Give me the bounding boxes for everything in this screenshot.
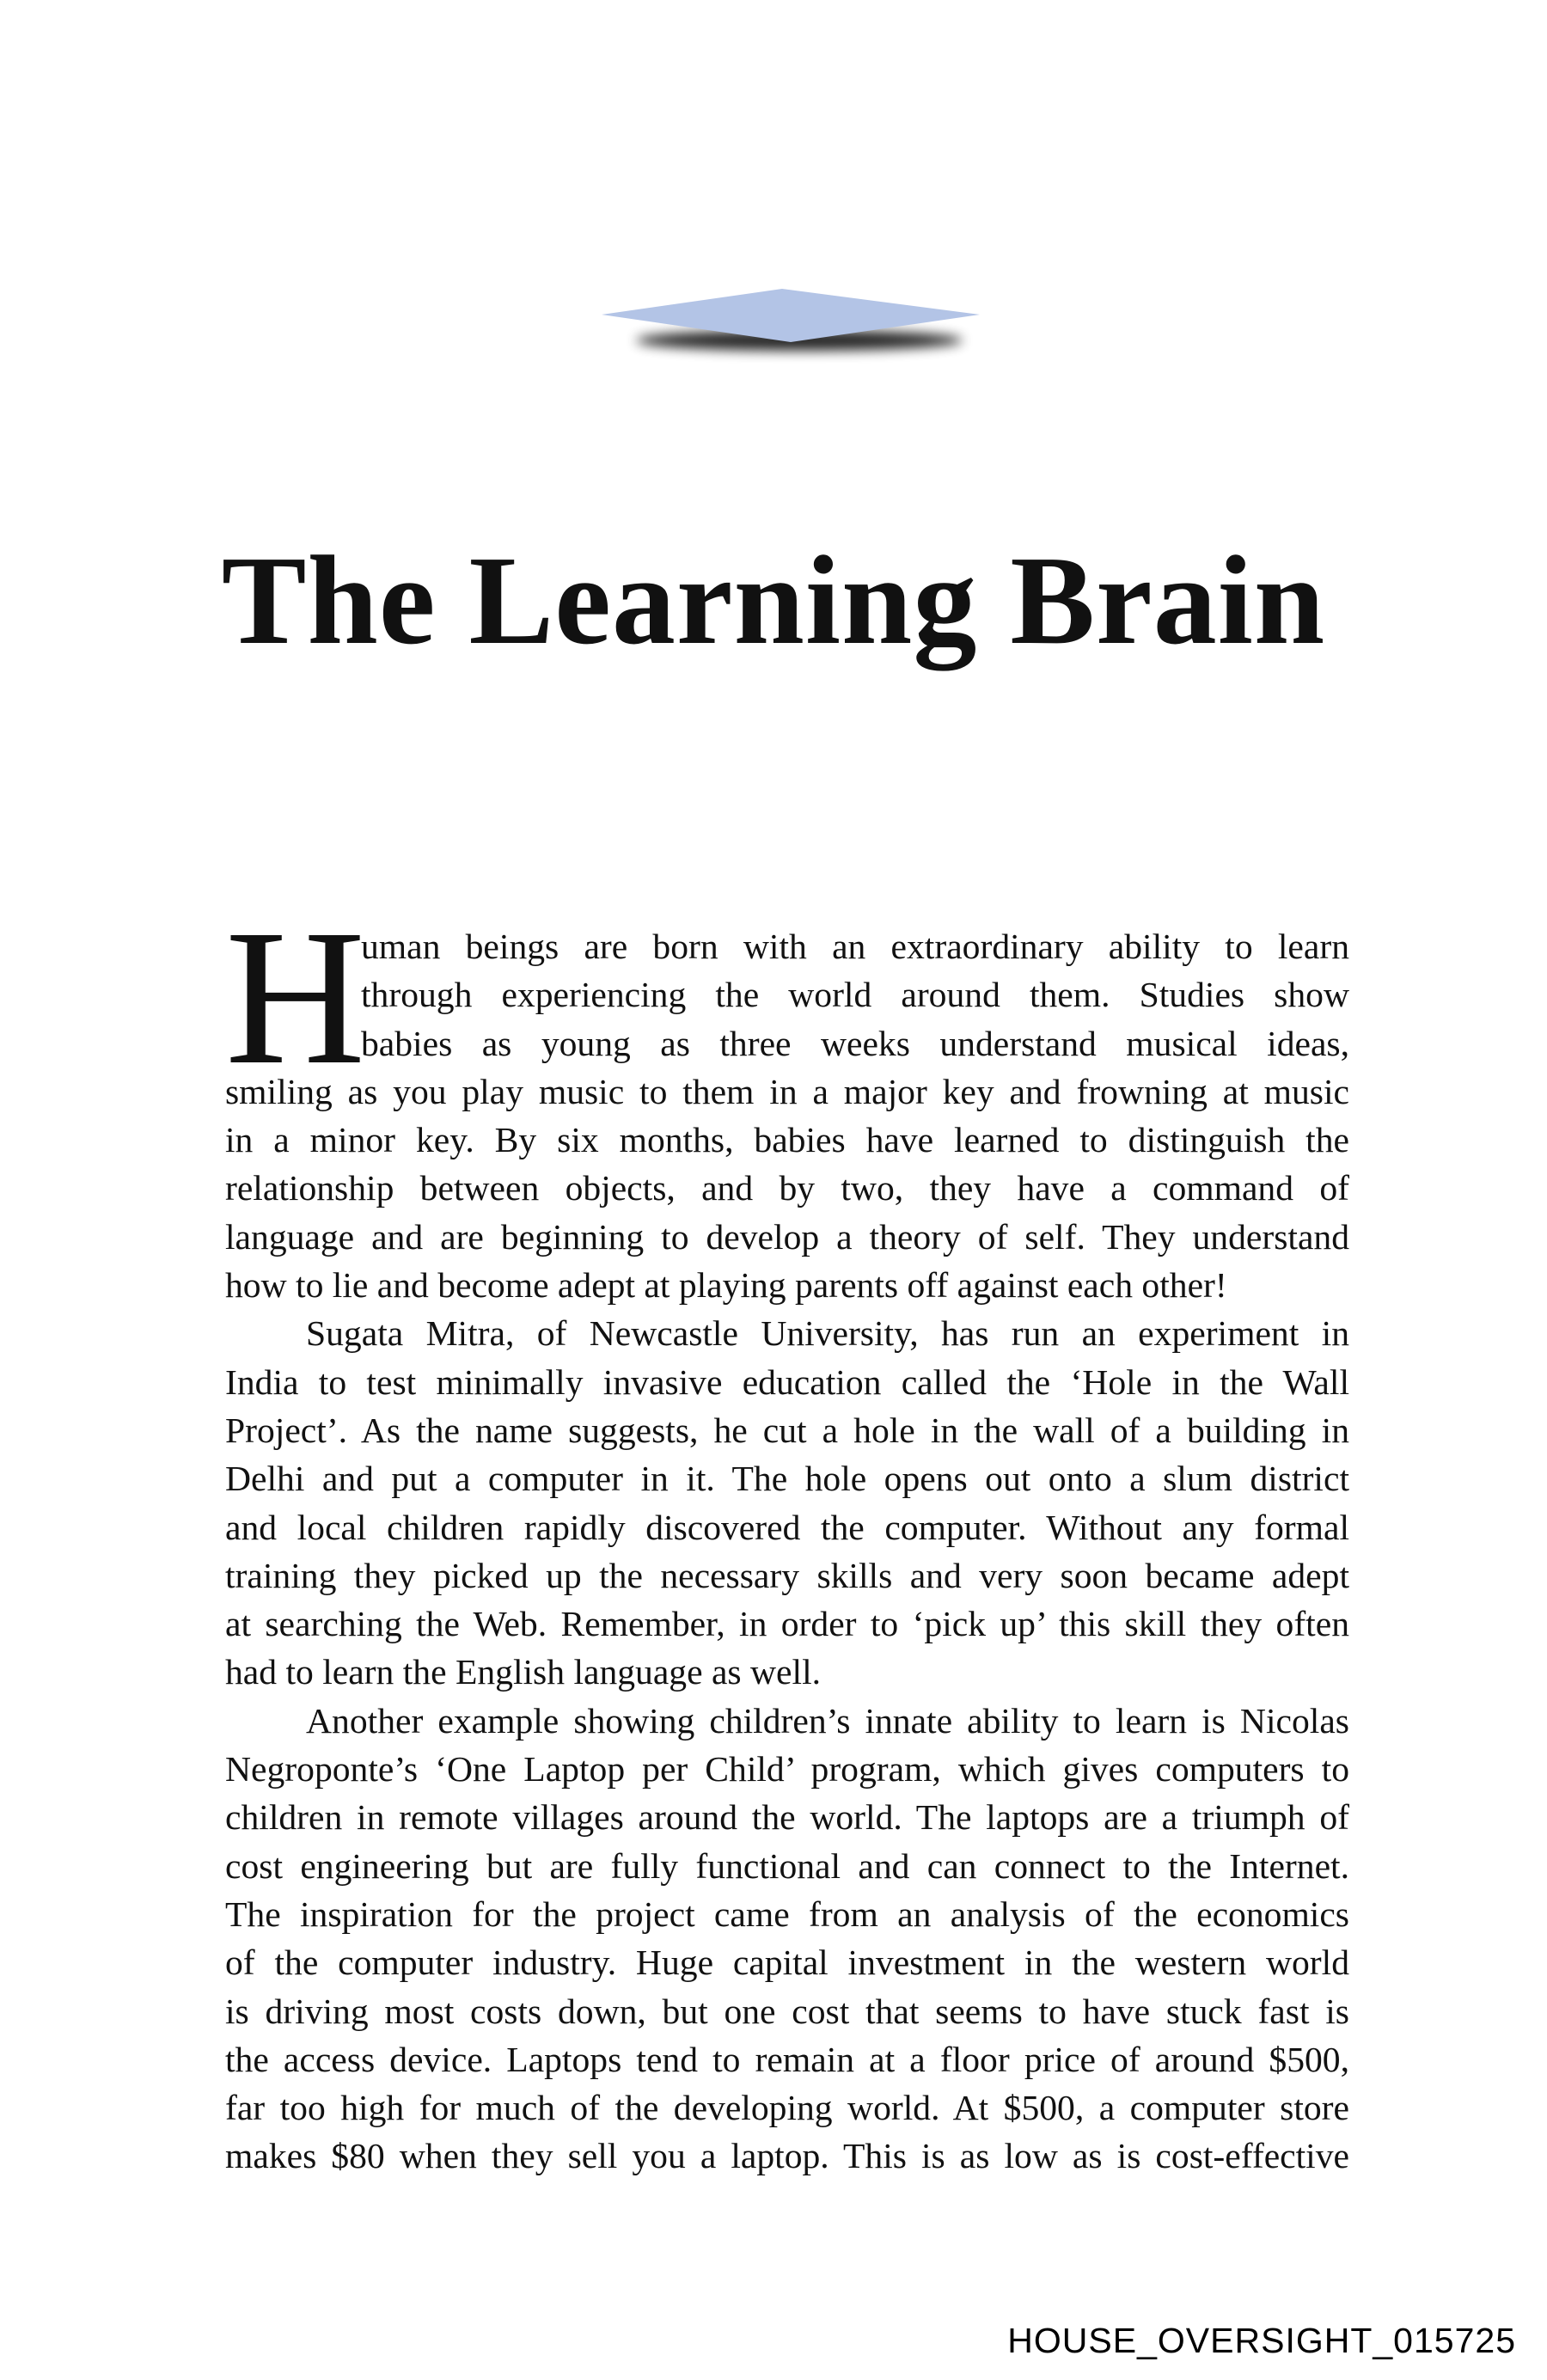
text-line: Negroponte’s ‘One Laptop per Child’ program, which gives computers to [225,1749,1349,1790]
text-line: India to test minimally invasive education called the ‘Hole in the Wall [225,1361,1349,1402]
text-line: relationship between objects, and by two, they have a command of [225,1168,1349,1208]
text-line: language and are beginning to develop a theory of self. They understand [225,1216,1349,1257]
body-text [225,890,1349,2181]
document-id: HOUSE_OVERSIGHT_015725 [1007,2321,1516,2360]
text-line: training they picked up the necessary skills and very soon became adept [225,1555,1349,1595]
text-line: children in remote villages around the world. The laptops are a triumph of [225,1797,1349,1838]
text-line: makes $80 when they sell you a laptop. This is as low as is cost-effective [225,2136,1349,2176]
text-line: the access device. Laptops tend to remain at a floor price of around $500, [225,2039,1349,2079]
paragraph-3 [225,1697,1349,2181]
text-line: of the computer industry. Huge capital investment in the western world [225,1943,1349,1983]
text-line: Delhi and put a computer in it. The hole opens out onto a slum district [225,1459,1349,1499]
text-line: at searching the Web. Remember, in order to ‘pick up’ this skill they often [225,1604,1349,1644]
chapter-ornament [593,284,1006,387]
text-line: babies as young as three weeks understand musical ideas, [361,1023,1349,1063]
text-line: cost engineering but are fully functional and can connect to the Internet. [225,1845,1349,1886]
text-line: had to learn the English language as well. [225,1652,822,1692]
text-line: far too high for much of the developing world. At $500, a computer store [225,2088,1349,2128]
text-line: uman beings are born with an extraordinary ability to learn [361,927,1349,966]
chapter-title: The Learning Brain [221,530,1326,671]
drop-cap: H [225,890,366,1104]
text-line: Another example showing children’s innate ability to learn is Nicolas [306,1700,1349,1741]
text-line: The inspiration for the project came from an analysis of the economics [225,1894,1349,1934]
text-line: Project’. As the name suggests, he cut a hole in the wall of a building in [225,1410,1349,1450]
text-line: how to lie and become adept at playing parents off against each other! [225,1265,1227,1306]
text-line: in a minor key. By six months, babies have learned to distinguish the [225,1120,1349,1160]
text-line: through experiencing the world around them. Studies show [361,975,1349,1015]
text-line: is driving most costs down, but one cost that seems to have stuck fast is [225,1991,1349,2031]
paragraph-2 [225,1309,1349,1696]
text-line: smiling as you play music to them in a major key and frowning at music [225,1071,1349,1111]
text-line: and local children rapidly discovered the computer. Without any formal [225,1507,1349,1547]
text-line: Sugata Mitra, of Newcastle University, has run an experiment in [306,1313,1349,1354]
paragraph-1 [225,890,1349,1309]
